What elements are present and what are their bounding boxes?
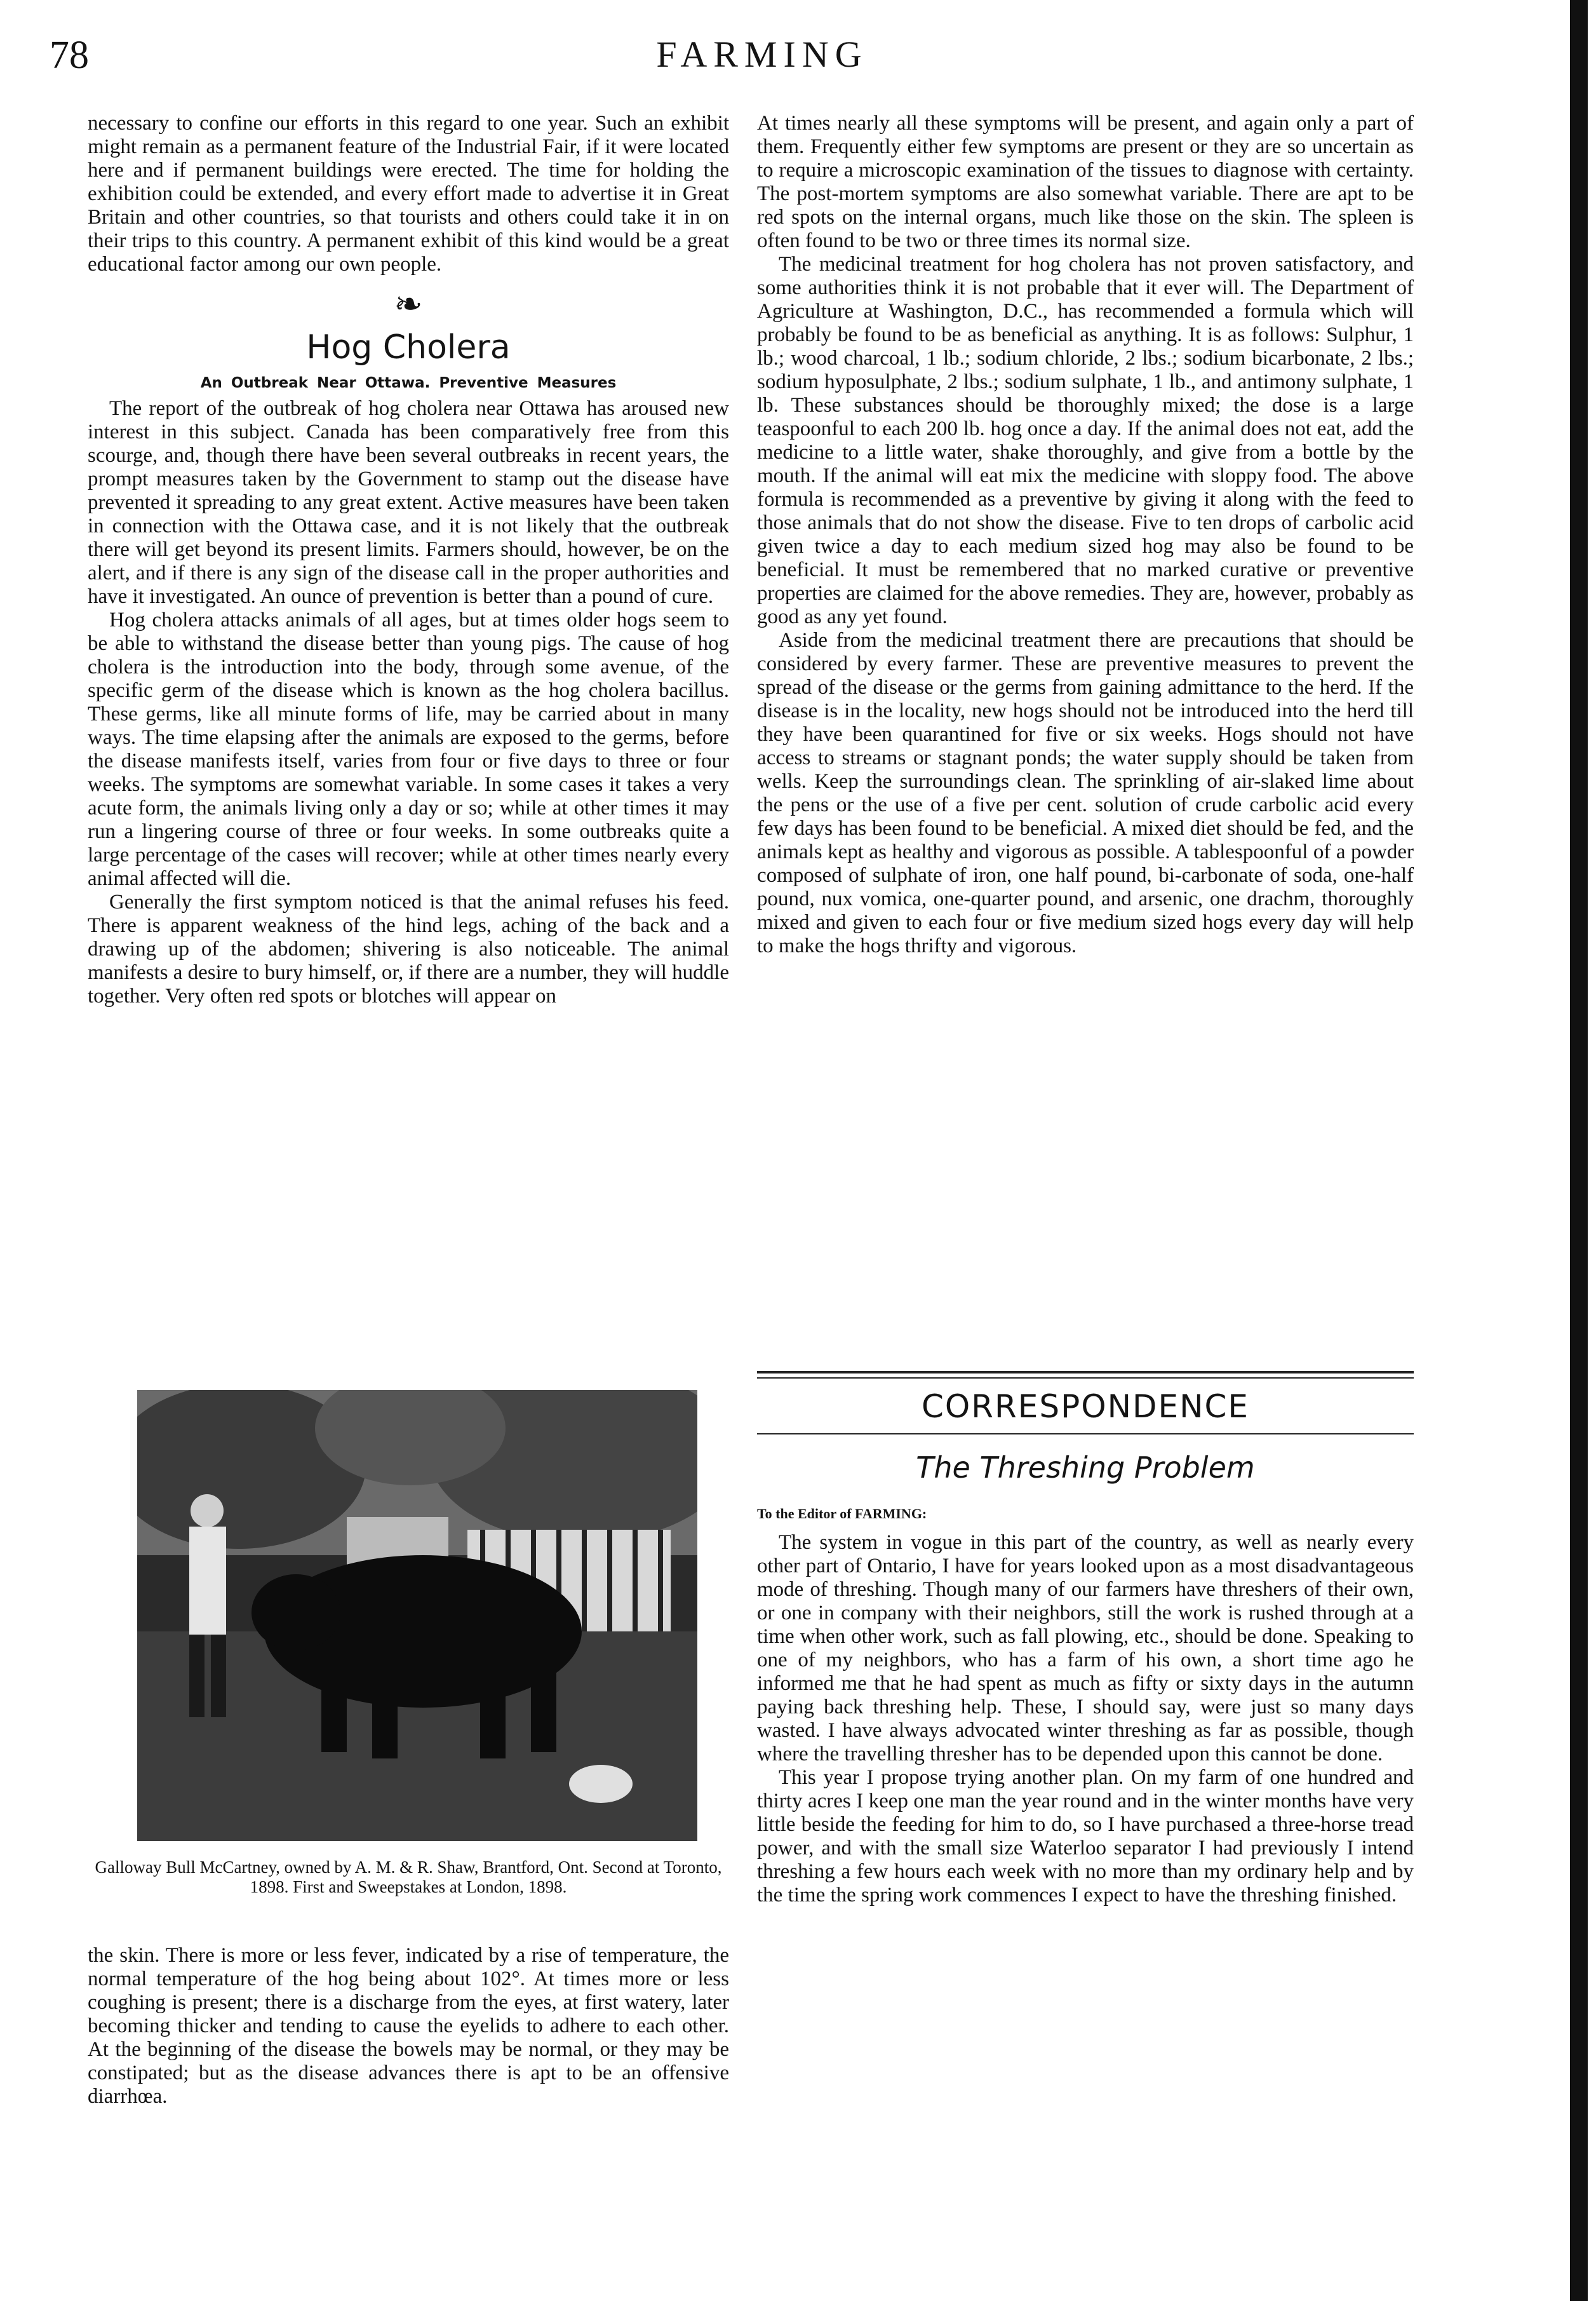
article-paragraph: Hog cholera attacks animals of all ages, but at times older hogs seem to be able to withstand the disease better than young pigs. The cause of hog cholera is the introduction into the body, through some avenue, of the specific germ of the disease which is known as the hog cholera bacillus. These germs, like all minute forms of life, may be carried about in many ways. The time elapsing after the animals are exposed to the germs, before the disease manifests itself, varies from four or five days to three or four weeks. The symptoms are somewhat variable. In some cases it takes a very acute form, the animals living only a day or so; while at other times it may run a lingering course of three or four weeks. In some outbreaks quite a large percentage of the cases will recover; while at other times nearly every animal affected will die.: [88, 609, 729, 890]
article-continuation: the skin. There is more or less fever, indicated by a rise of temperature, the normal temperature of the hog being about 102°. At times more or less coughing is present; there is a discharge from the eyes, at first watery, later becoming thicker and tending to cause the eyelids to adhere to each other. At the beginning of the disease the bowels may be normal, or they may be constipated; but as the disease advances there is apt to be an offensive diarrhœa.: [88, 1944, 729, 2108]
article-paragraph: At times nearly all these symptoms will be present, and again only a part of them. Frequently either few symptoms are present or they are so uncertain as to require a microscopic examination of the tissues to diagnose with certainty. The post-mortem symptoms are also somewhat variable. There are apt to be red spots on the internal organs, much like those on the skin. The spleen is often found to be two or three times its normal size.: [757, 112, 1414, 252]
right-column-bottom: [757, 1531, 1414, 1907]
article-paragraph: The medicinal treatment for hog cholera has not proven satisfactory, and some authorities think it is not probable that it ever will. The Department of Agriculture at Washington, D.C., has recommended a formula which will probably be found to be as beneficial as anything. It is as follows: Sulphur, 1 lb.; wood charcoal, 1 lb.; sodium chloride, 2 lbs.; sodium bicarbonate, 2 lbs.; sodium hyposulphate, 2 lbs.; sodium sulphate, 1 lb., and antimony sulphate, 1 lb. These substances should be thoroughly mixed; the dose is a large teaspoonful to each 200 lb. hog once a day. If the animal does not eat, add the medicine to a little water, shake thoroughly, and give from a bottle by the mouth. If the animal will eat mix the medicine with sloppy food. The above formula is recommended as a preventive by giving it along with the feed to those animals that do not show the disease. Five to ten drops of carbolic acid given twice a day to each medium sized hog may also be found to be beneficial. It must be remembered that no marked curative or preventive properties are claimed for the above remedies. They are, however, probably as good as any yet found.: [757, 253, 1414, 628]
section-rule-top-thin: [757, 1377, 1414, 1379]
page-number: 78: [50, 34, 89, 77]
article-subtitle: An Outbreak Near Ottawa. Preventive Measures: [200, 375, 617, 391]
letter-paragraph: This year I propose trying another plan. On my farm of one hundred and thirty acres I keep one man the year round and in the winter months have very little beside the feeding for him to do, so I have purchased a three-horse tread power, and with the small size Waterloo separator I had previously I intend threshing a few hours each week with no more than my ordinary help and by the time the spring work commences I expect to have the threshing finished.: [757, 1766, 1414, 1906]
ornament-icon: ❧: [394, 284, 423, 324]
section-rule-bottom: [757, 1433, 1414, 1434]
letter-title: The Threshing Problem: [916, 1450, 1255, 1485]
letter-salutation: To the Editor of FARMING:: [757, 1506, 927, 1522]
intro-paragraph: necessary to confine our efforts in this regard to one year. Such an exhibit might remain as a permanent feature of the Industrial Fair, if it were located here and if permanent buildings were erected. The time for holding the exhibition could be extended, and every effort made to advertise it in Great Britain and other countries, so that tourists and others could take it in on their trips to this country. A permanent exhibit of this kind would be a great educational factor among our own people.: [88, 112, 729, 276]
photo-illustration: [137, 1390, 697, 1841]
section-rule-top: [757, 1371, 1414, 1373]
article-paragraph: The report of the outbreak of hog cholera near Ottawa has aroused new interest in this subject. Canada has been comparatively free from this scourge, and, though there have been several outbreaks in recent years, the prompt measures taken by the Government to stamp out the disease have prevented it spreading to any great extent. Active measures have been taken in connection with the Ottawa case, and it is not likely that the outbreak there will get beyond its present limits. Farmers should, however, be on the alert, and if there is any sign of the disease call in the proper authorities and have it investigated. An ounce of prevention is better than a pound of cure.: [88, 397, 729, 608]
galloway-bull-photo: [137, 1390, 697, 1841]
page-edge-bar: [1570, 0, 1588, 2301]
photo-caption: Galloway Bull McCartney, owned by A. M. & R. Shaw, Brantford, Ont. Second at Toronto, 1898. First and Sweepstakes at London, 1898.: [95, 1858, 722, 1896]
correspondence-heading: CORRESPONDENCE: [922, 1388, 1249, 1425]
article-title: Hog Cholera: [306, 328, 511, 367]
letter-paragraph: The system in vogue in this part of the country, as well as nearly every other part of Ontario, I have for years looked upon as a most disadvantageous mode of threshing. Though many of our farmers have threshers of their own, or one in company with their neighbors, still the work is rushed through at a time when other work, such as fall plowing, etc., should be done. Speaking to one of my neighbors, who has a farm of his own, a short time ago he informed me that he had spent as much as fifty or sixty days in the autumn paying back threshing help. These, I should say, were just so many days wasted. I have always advocated winter threshing as far as possible, though where the travelling thresher has to be depended upon this cannot be done.: [757, 1531, 1414, 1765]
article-paragraph: Aside from the medicinal treatment there are precautions that should be considered by every farmer. These are preventive measures to prevent the spread of the disease or the germs from gaining admittance to the herd. If the disease is in the locality, new hogs should not be introduced into the herd till they have been quarantined for five or six weeks. Hogs should not have access to streams or stagnant ponds; the water supply should be taken from wells. Keep the surroundings clean. The sprinkling of air-slaked lime about the pens or the use of a five per cent. solution of crude carbolic acid every few days has been found to be beneficial. A mixed diet should be fed, and the animals kept as healthy and vigorous as possible. A tablespoonful of a powder composed of sulphate of iron, one half pound, bi-carbonate of soda, one-half pound, nux vomica, one-quarter pound, and arsenic, one drachm, thoroughly mixed and given to each four or five medium sized hogs every day will help to make the hogs thrifty and vigorous.: [757, 629, 1414, 957]
article-paragraph: Generally the first symptom noticed is that the animal refuses his feed. There is apparent weakness of the hind legs, aching of the back and a drawing up of the abdomen; shivering is also noticeable. The animal manifests a desire to bury himself, or, if there are a number, they will huddle together. Very often red spots or blotches will appear on: [88, 891, 729, 1008]
right-column-top: [757, 112, 1414, 958]
left-column-top: [88, 112, 729, 1008]
left-column-bottom: [88, 1944, 729, 2109]
running-head: FARMING: [656, 34, 868, 75]
